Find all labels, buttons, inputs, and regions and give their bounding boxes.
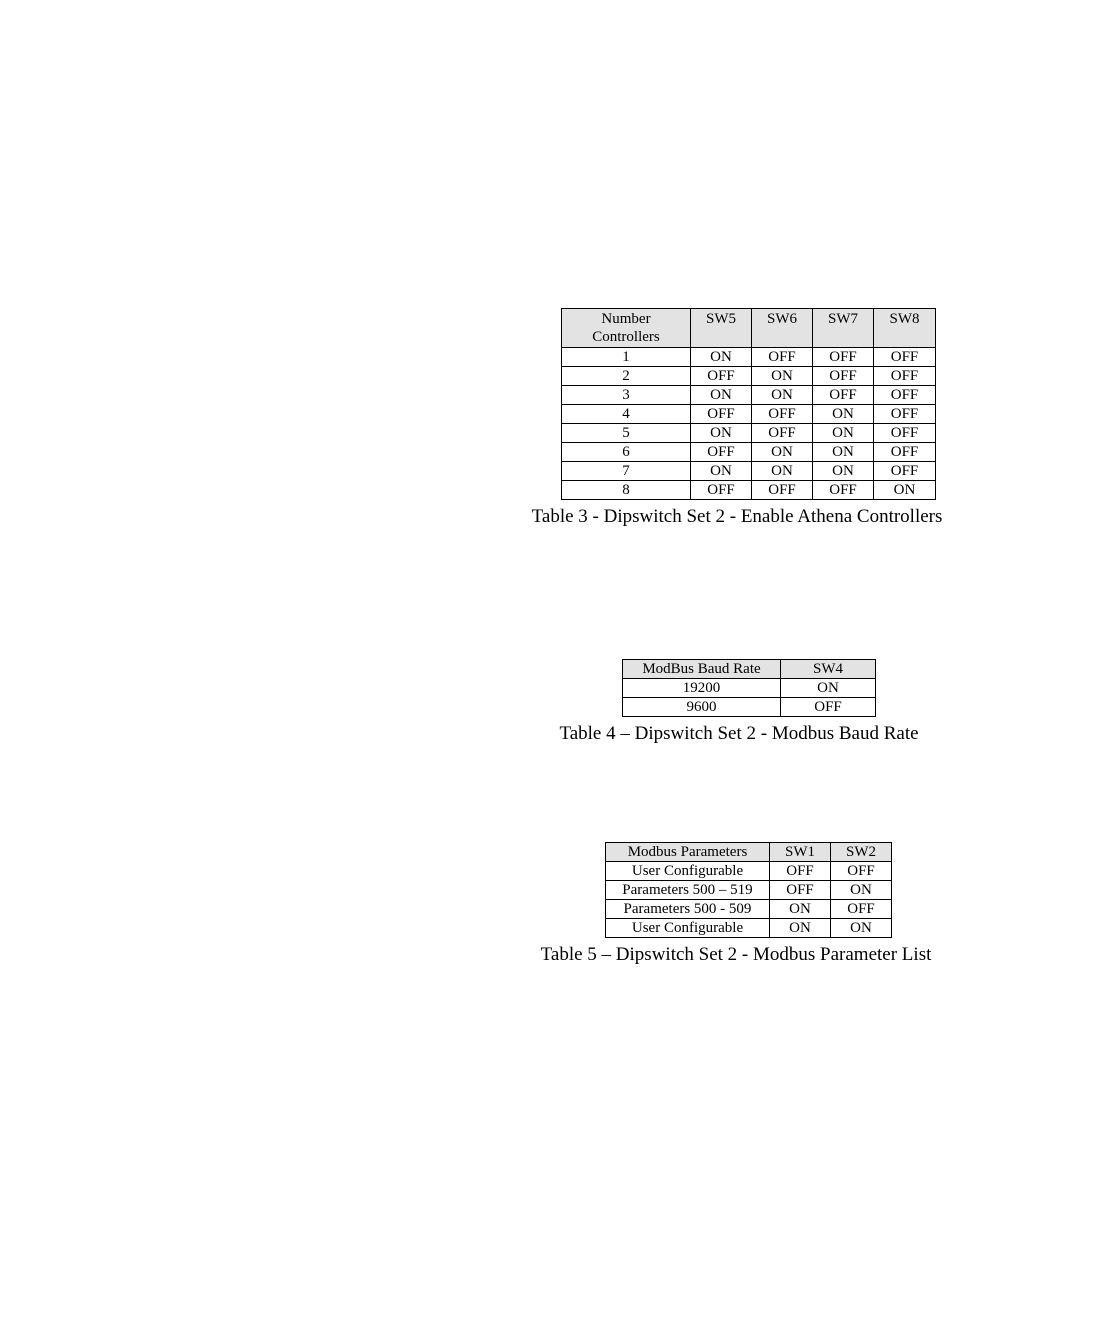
- cell-sw8: OFF: [874, 405, 936, 424]
- header-modbus-parameters: Modbus Parameters: [606, 843, 770, 862]
- cell-parameters: Parameters 500 – 519: [606, 881, 770, 900]
- table-row: [606, 881, 892, 900]
- cell-sw2: ON: [831, 919, 892, 938]
- table-row: [623, 698, 876, 717]
- table-3-caption: Table 3 - Dipswitch Set 2 - Enable Athena Controllers: [531, 506, 943, 527]
- cell-sw2: OFF: [831, 900, 892, 919]
- header-sw4: SW4: [781, 660, 876, 679]
- cell-sw8: OFF: [874, 386, 936, 405]
- cell-sw8: ON: [874, 481, 936, 500]
- table-row: [606, 919, 892, 938]
- cell-sw8: OFF: [874, 462, 936, 481]
- cell-controllers: 8: [562, 481, 691, 500]
- cell-sw2: OFF: [831, 862, 892, 881]
- cell-baud-rate: 19200: [623, 679, 781, 698]
- cell-sw5: ON: [691, 462, 752, 481]
- cell-sw7: ON: [813, 443, 874, 462]
- cell-sw6: OFF: [752, 405, 813, 424]
- header-sw1: SW1: [770, 843, 831, 862]
- cell-sw6: OFF: [752, 348, 813, 367]
- cell-sw1: OFF: [770, 862, 831, 881]
- cell-sw7: OFF: [813, 367, 874, 386]
- cell-sw1: ON: [770, 900, 831, 919]
- table-header-row: [562, 309, 936, 348]
- cell-sw5: OFF: [691, 367, 752, 386]
- cell-sw5: OFF: [691, 443, 752, 462]
- header-sw5: SW5: [691, 309, 752, 348]
- cell-parameters: Parameters 500 - 509: [606, 900, 770, 919]
- header-sw8: SW8: [874, 309, 936, 348]
- cell-controllers: 5: [562, 424, 691, 443]
- table-header-row: [623, 660, 876, 679]
- cell-baud-rate: 9600: [623, 698, 781, 717]
- table-row: [562, 405, 936, 424]
- header-modbus-baud-rate: ModBus Baud Rate: [623, 660, 781, 679]
- cell-sw6: OFF: [752, 481, 813, 500]
- cell-sw6: OFF: [752, 424, 813, 443]
- table-row: [562, 424, 936, 443]
- table-modbus-parameter-list: [605, 842, 892, 938]
- cell-sw8: OFF: [874, 348, 936, 367]
- table-modbus-baud-rate: [622, 659, 876, 717]
- cell-sw7: ON: [813, 424, 874, 443]
- cell-sw8: OFF: [874, 367, 936, 386]
- cell-controllers: 2: [562, 367, 691, 386]
- header-sw7: SW7: [813, 309, 874, 348]
- table-row: [606, 862, 892, 881]
- cell-sw8: OFF: [874, 424, 936, 443]
- cell-controllers: 1: [562, 348, 691, 367]
- cell-sw5: ON: [691, 386, 752, 405]
- cell-sw8: OFF: [874, 443, 936, 462]
- cell-sw6: ON: [752, 462, 813, 481]
- cell-controllers: 4: [562, 405, 691, 424]
- table-4-caption: Table 4 – Dipswitch Set 2 - Modbus Baud Rate: [559, 723, 919, 744]
- table-row: [562, 443, 936, 462]
- table-enable-athena-controllers: [561, 308, 936, 500]
- cell-sw7: OFF: [813, 348, 874, 367]
- cell-sw7: OFF: [813, 481, 874, 500]
- cell-controllers: 3: [562, 386, 691, 405]
- header-sw2: SW2: [831, 843, 892, 862]
- table-row: [562, 462, 936, 481]
- cell-sw7: OFF: [813, 386, 874, 405]
- table-row: [562, 367, 936, 386]
- table-row: [562, 386, 936, 405]
- cell-sw5: ON: [691, 424, 752, 443]
- table-row: [562, 348, 936, 367]
- cell-sw6: ON: [752, 443, 813, 462]
- cell-sw5: ON: [691, 348, 752, 367]
- table-header-row: [606, 843, 892, 862]
- cell-controllers: 7: [562, 462, 691, 481]
- cell-sw7: ON: [813, 462, 874, 481]
- cell-sw1: OFF: [770, 881, 831, 900]
- table-5-caption: Table 5 – Dipswitch Set 2 - Modbus Parameter List: [540, 944, 932, 965]
- table-row: [562, 481, 936, 500]
- cell-sw4: ON: [781, 679, 876, 698]
- cell-sw5: OFF: [691, 405, 752, 424]
- cell-sw4: OFF: [781, 698, 876, 717]
- cell-parameters: User Configurable: [606, 862, 770, 881]
- cell-sw1: ON: [770, 919, 831, 938]
- cell-sw6: ON: [752, 367, 813, 386]
- header-sw6: SW6: [752, 309, 813, 348]
- table-row: [606, 900, 892, 919]
- header-number-controllers: Number Controllers: [562, 309, 691, 348]
- cell-parameters: User Configurable: [606, 919, 770, 938]
- cell-sw6: ON: [752, 386, 813, 405]
- cell-sw7: ON: [813, 405, 874, 424]
- table-row: [623, 679, 876, 698]
- cell-sw5: OFF: [691, 481, 752, 500]
- cell-controllers: 6: [562, 443, 691, 462]
- cell-sw2: ON: [831, 881, 892, 900]
